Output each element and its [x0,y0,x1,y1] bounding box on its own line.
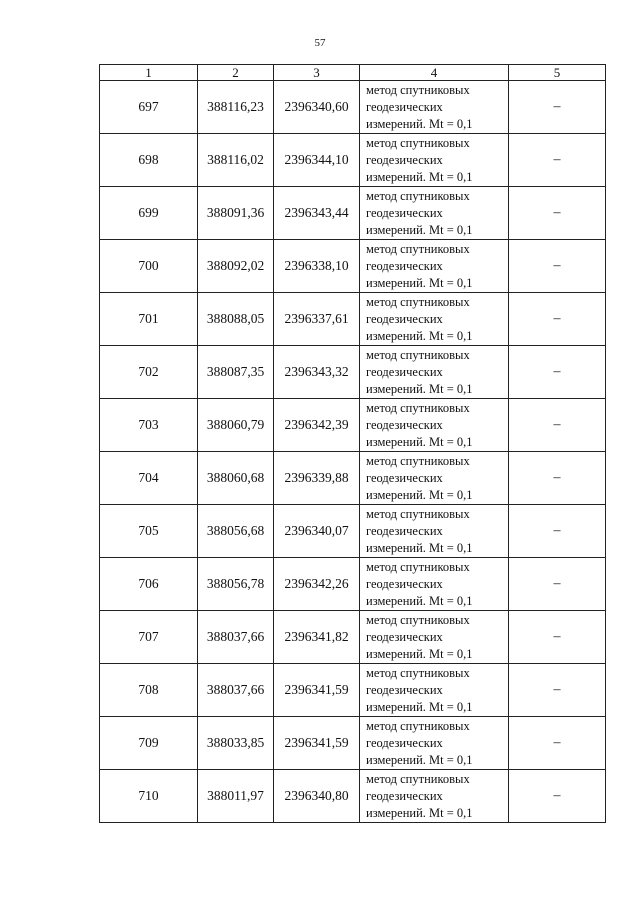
note-cell: – [509,770,606,823]
table-row [100,187,606,240]
table-row [100,558,606,611]
method-line: измерений. Mt = 0,1 [366,434,473,449]
point-number-cell: 699 [100,187,198,240]
x-coordinate-cell: 388116,02 [198,134,274,187]
method-line: геодезических [366,788,443,803]
method-line: метод спутниковых [366,665,470,680]
table-row [100,134,606,187]
x-coordinate-cell: 388037,66 [198,611,274,664]
method-line: метод спутниковых [366,453,470,468]
y-coordinate-cell: 2396339,88 [274,452,360,505]
point-number-cell: 704 [100,452,198,505]
method-line: геодезических [366,523,443,538]
method-line: метод спутниковых [366,135,470,150]
method-line: метод спутниковых [366,559,470,574]
method-line: геодезических [366,576,443,591]
method-cell [360,346,509,399]
table-row [100,664,606,717]
method-line: геодезических [366,99,443,114]
method-line: измерений. Mt = 0,1 [366,275,473,290]
table-row [100,452,606,505]
method-cell [360,399,509,452]
method-line: метод спутниковых [366,347,470,362]
method-line: геодезических [366,258,443,273]
point-number-cell: 703 [100,399,198,452]
method-line: метод спутниковых [366,612,470,627]
method-line: метод спутниковых [366,294,470,309]
method-line: геодезических [366,470,443,485]
table-row [100,399,606,452]
method-line: метод спутниковых [366,400,470,415]
method-line: геодезических [366,364,443,379]
x-coordinate-cell: 388056,78 [198,558,274,611]
table-row [100,346,606,399]
method-line: геодезических [366,629,443,644]
note-cell: – [509,187,606,240]
method-cell [360,293,509,346]
y-coordinate-cell: 2396341,82 [274,611,360,664]
method-line: измерений. Mt = 0,1 [366,540,473,555]
y-coordinate-cell: 2396337,61 [274,293,360,346]
method-cell [360,611,509,664]
method-line: измерений. Mt = 0,1 [366,646,473,661]
point-number-cell: 708 [100,664,198,717]
y-coordinate-cell: 2396342,39 [274,399,360,452]
point-number-cell: 710 [100,770,198,823]
method-cell [360,452,509,505]
column-header-5: 5 [509,65,606,81]
coordinates-table [99,64,606,823]
table-row [100,611,606,664]
method-line: измерений. Mt = 0,1 [366,381,473,396]
note-cell: – [509,293,606,346]
point-number-cell: 700 [100,240,198,293]
x-coordinate-cell: 388088,05 [198,293,274,346]
method-line: метод спутниковых [366,506,470,521]
table-row [100,240,606,293]
column-header-1: 1 [100,65,198,81]
note-cell: – [509,134,606,187]
point-number-cell: 697 [100,81,198,134]
point-number-cell: 702 [100,346,198,399]
note-cell: – [509,611,606,664]
x-coordinate-cell: 388033,85 [198,717,274,770]
x-coordinate-cell: 388091,36 [198,187,274,240]
method-line: геодезических [366,417,443,432]
point-number-cell: 701 [100,293,198,346]
method-line: измерений. Mt = 0,1 [366,752,473,767]
note-cell: – [509,717,606,770]
point-number-cell: 707 [100,611,198,664]
x-coordinate-cell: 388011,97 [198,770,274,823]
table-row [100,293,606,346]
method-cell [360,558,509,611]
point-number-cell: 698 [100,134,198,187]
method-line: измерений. Mt = 0,1 [366,222,473,237]
table-row [100,717,606,770]
method-cell [360,770,509,823]
table-row [100,81,606,134]
note-cell: – [509,81,606,134]
x-coordinate-cell: 388060,68 [198,452,274,505]
y-coordinate-cell: 2396341,59 [274,717,360,770]
x-coordinate-cell: 388056,68 [198,505,274,558]
y-coordinate-cell: 2396343,44 [274,187,360,240]
method-cell [360,134,509,187]
column-header-2: 2 [198,65,274,81]
page-number: 57 [314,37,326,49]
method-line: метод спутниковых [366,82,470,97]
note-cell: – [509,240,606,293]
method-line: измерений. Mt = 0,1 [366,805,473,820]
table-header [100,65,606,81]
method-line: метод спутниковых [366,188,470,203]
header-row [100,65,606,81]
method-cell [360,240,509,293]
y-coordinate-cell: 2396340,60 [274,81,360,134]
method-cell [360,505,509,558]
method-cell [360,81,509,134]
method-cell [360,717,509,770]
y-coordinate-cell: 2396338,10 [274,240,360,293]
method-line: измерений. Mt = 0,1 [366,328,473,343]
y-coordinate-cell: 2396344,10 [274,134,360,187]
x-coordinate-cell: 388116,23 [198,81,274,134]
x-coordinate-cell: 388092,02 [198,240,274,293]
column-header-3: 3 [274,65,360,81]
note-cell: – [509,452,606,505]
method-line: метод спутниковых [366,771,470,786]
method-line: метод спутниковых [366,241,470,256]
x-coordinate-cell: 388060,79 [198,399,274,452]
x-coordinate-cell: 388037,66 [198,664,274,717]
table-row [100,505,606,558]
method-line: метод спутниковых [366,718,470,733]
y-coordinate-cell: 2396340,07 [274,505,360,558]
point-number-cell: 706 [100,558,198,611]
y-coordinate-cell: 2396340,80 [274,770,360,823]
y-coordinate-cell: 2396341,59 [274,664,360,717]
method-line: геодезических [366,735,443,750]
point-number-cell: 709 [100,717,198,770]
method-cell [360,664,509,717]
table-body [100,81,606,823]
method-line: геодезических [366,682,443,697]
method-line: измерений. Mt = 0,1 [366,487,473,502]
point-number-cell: 705 [100,505,198,558]
method-line: геодезических [366,152,443,167]
method-line: измерений. Mt = 0,1 [366,699,473,714]
table-row [100,770,606,823]
note-cell: – [509,664,606,717]
method-line: измерений. Mt = 0,1 [366,116,473,131]
column-header-4: 4 [360,65,509,81]
method-line: измерений. Mt = 0,1 [366,593,473,608]
note-cell: – [509,505,606,558]
method-cell [360,187,509,240]
note-cell: – [509,399,606,452]
note-cell: – [509,346,606,399]
method-line: геодезических [366,311,443,326]
x-coordinate-cell: 388087,35 [198,346,274,399]
method-line: измерений. Mt = 0,1 [366,169,473,184]
method-line: геодезических [366,205,443,220]
note-cell: – [509,558,606,611]
y-coordinate-cell: 2396342,26 [274,558,360,611]
y-coordinate-cell: 2396343,32 [274,346,360,399]
